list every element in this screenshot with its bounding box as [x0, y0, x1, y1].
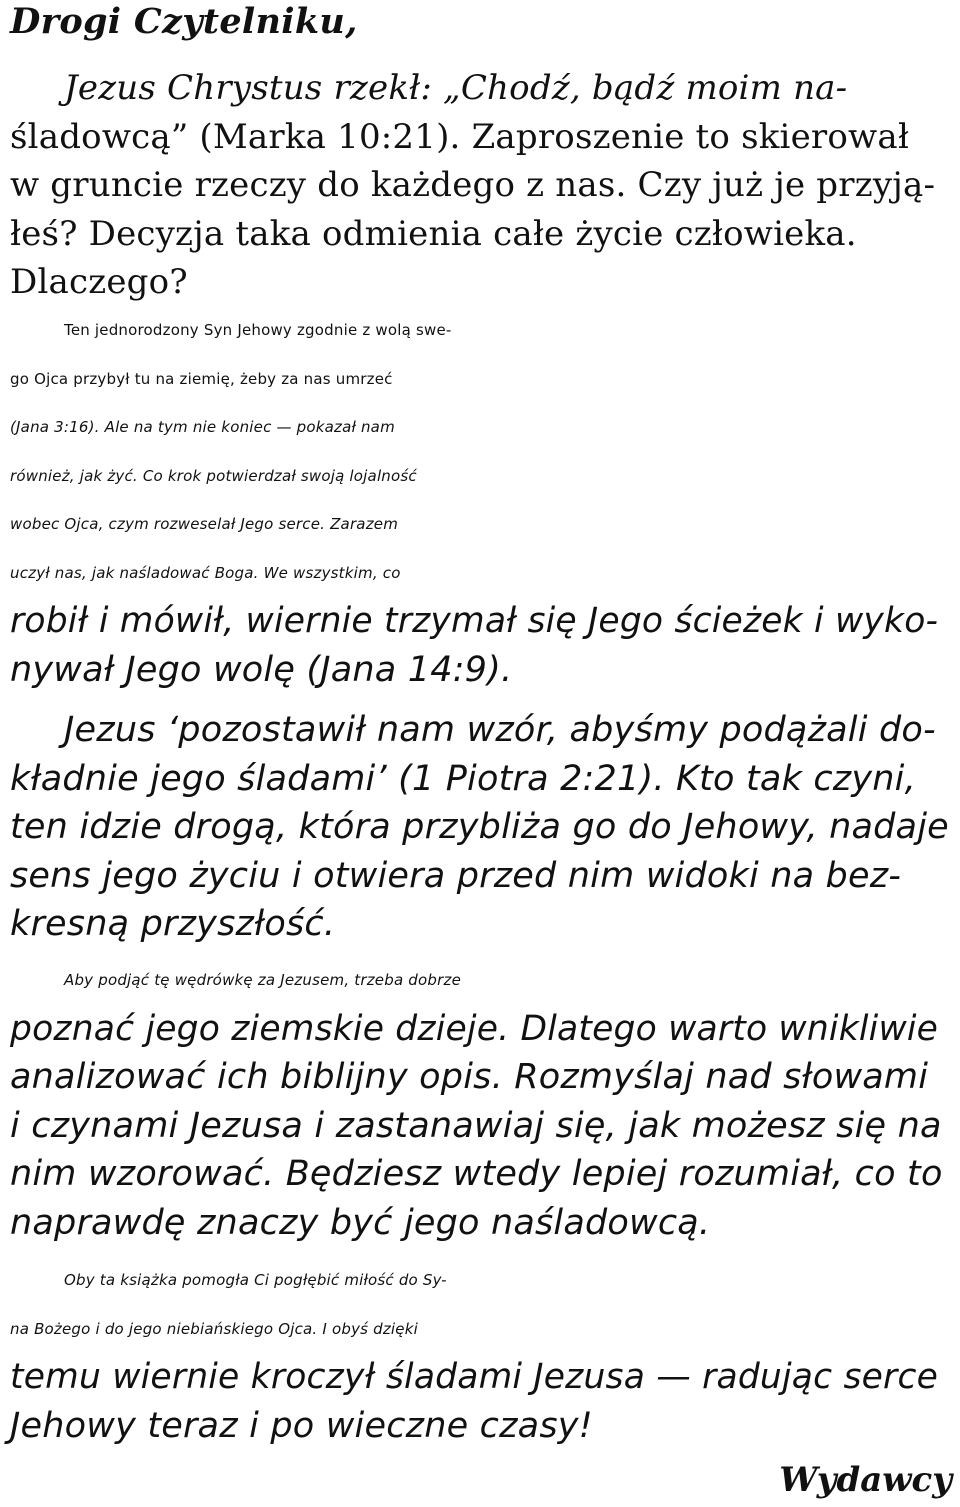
- paragraph-2: [10, 306, 938, 694]
- paragraph-1-line: śladowcą” (Marka 10:21). Zaproszenie to skierował: [10, 116, 910, 157]
- paragraph-4-line: Aby podjąć tę wędrówkę za Jezusem, trzeba dobrze: [64, 971, 461, 989]
- letter-page: [10, 0, 952, 1446]
- paragraph-2-line: wobec Ojca, czym rozweselał Jego serce. Zarazem: [10, 515, 399, 533]
- paragraph-3-line: kresną przyszłość.: [10, 904, 336, 944]
- paragraph-4: [10, 956, 943, 1247]
- paragraph-5-line: temu wiernie kroczył śladami Jezusa — radując serce: [10, 1357, 939, 1397]
- paragraph-4-line: nim wzorować. Będziesz wtedy lepiej rozumiał, co to: [10, 1154, 943, 1194]
- paragraph-2-line: również, jak żyć. Co krok potwierdzał swoją lojalność: [10, 466, 417, 485]
- paragraph-3-line: kładnie jego śladami’ (1 Piotra 2:21). Kto tak czyni,: [10, 758, 916, 799]
- paragraph-2-line: uczył nas, jak naśladować Boga. We wszystkim, co: [10, 563, 401, 582]
- paragraph-2-line: robił i mówił, wiernie trzymał się Jego ścieżek i wyko-: [10, 601, 939, 641]
- paragraph-2-line: Ten jednorodzony Syn Jehowy zgodnie z wolą swe-: [64, 321, 452, 339]
- paragraph-5-line: Jehowy teraz i po wieczne czasy!: [10, 1405, 593, 1446]
- paragraph-3: [10, 706, 949, 949]
- paragraph-1-line: Jezus Chrystus rzekł: „Chodź, bądź moim na-: [64, 68, 848, 108]
- paragraph-3-line: sens jego życiu i otwiera przed nim widoki na bez-: [10, 855, 902, 896]
- paragraph-1-line: Dlaczego?: [10, 262, 188, 302]
- paragraph-5: [10, 1256, 938, 1450]
- paragraph-1-line: łeś? Decyzja taka odmienia całe życie człowieka.: [10, 213, 857, 254]
- paragraph-2-line: nywał Jego wolę (Jana 14:9).: [10, 649, 513, 690]
- paragraph-3-line: Jezus ‘pozostawił nam wzór, abyśmy podążali do-: [64, 710, 936, 750]
- paragraph-3-line: ten idzie drogą, która przybliża go do Jehowy, nadaje: [10, 807, 949, 847]
- letter-heading: Drogi Czytelniku,: [10, 1, 358, 42]
- paragraph-4-line: i czynami Jezusa i zastanawiaj się, jak możesz się na: [10, 1105, 942, 1146]
- paragraph-5-line: Oby ta książka pomogła Ci pogłębić miłość do Sy-: [64, 1271, 447, 1289]
- paragraph-2-line: go Ojca przybył tu na ziemię, żeby za nas umrzeć: [10, 369, 393, 388]
- paragraph-4-line: analizować ich biblijny opis. Rozmyślaj nad słowami: [10, 1057, 929, 1097]
- paragraph-5-line: na Bożego i do jego niebiańskiego Ojca. I obyś dzięki: [10, 1319, 418, 1338]
- paragraph-1-line: w gruncie rzeczy do każdego z nas. Czy już je przyją-: [10, 165, 936, 205]
- paragraph-1: [10, 64, 935, 307]
- paragraph-2-line: (Jana 3:16). Ale na tym nie koniec — pokazał nam: [10, 418, 395, 436]
- signature: Wydawcy: [779, 1460, 952, 1500]
- paragraph-4-line: naprawdę znaczy być jego naśladowcą.: [10, 1202, 711, 1243]
- paragraph-4-line: poznać jego ziemskie dzieje. Dlatego warto wnikliwie: [10, 1008, 939, 1049]
